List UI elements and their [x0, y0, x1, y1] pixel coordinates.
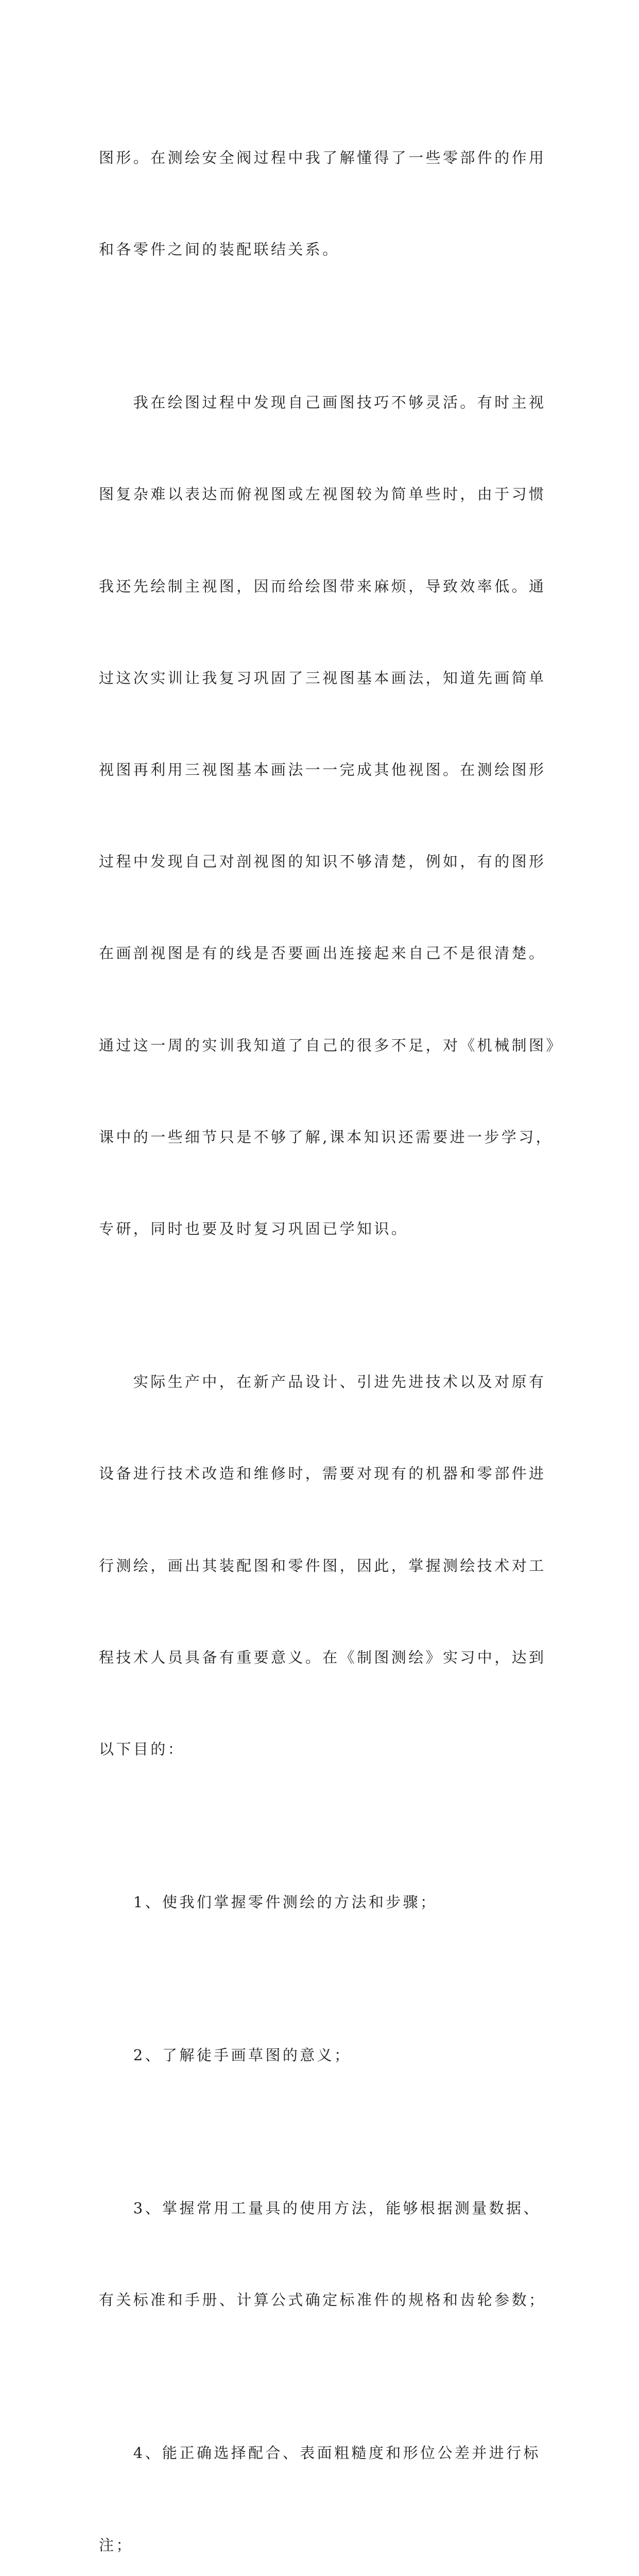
- text-line: 程技术人员具备有重要意义。在《制图测绘》实习中，达到: [99, 1648, 546, 1666]
- paragraph-3: [99, 1306, 547, 1826]
- body-text: [99, 81, 563, 2576]
- text-line: 设备进行技术改造和维修时，需要对现有的机器和零部件进: [99, 1465, 546, 1483]
- paragraph-1: [99, 81, 547, 326]
- text-line: 课中的一些细节只是不够了解,课本知识还需要进一步学习，: [99, 1128, 554, 1146]
- text-line: 有关标准和手册、计算公式确定标准件的规格和齿轮参数；: [99, 2291, 546, 2309]
- text-line: 过这次实训让我复习巩固了三视图基本画法，知道先画简单: [99, 669, 546, 687]
- text-line: 1、使我们掌握零件测绘的方法和步骤；: [99, 1893, 438, 1911]
- text-line: 在画剖视图是有的线是否要画出连接起来自己不是很清楚。: [99, 944, 546, 962]
- text-line: 专研，同时也要及时复习巩固已学知识。: [99, 1220, 409, 1238]
- list-item-1: [99, 1826, 547, 1979]
- text-line: 通过这一周的实训我知道了自己的很多不足，对《机械制图》: [99, 1036, 563, 1054]
- text-line: 图复杂难以表达而俯视图或左视图较为简单些时，由于习惯: [99, 485, 546, 503]
- list-item-3: [99, 2132, 547, 2377]
- text-line: 我还先绘制主视图，因而给绘图带来麻烦，导致效率低。通: [99, 577, 546, 595]
- text-line: 注；: [99, 2536, 133, 2554]
- text-line: 和各零件之间的装配联结关系。: [99, 241, 340, 259]
- list-item-4: [99, 2377, 547, 2576]
- text-line: 4、能正确选择配合、表面粗糙度和形位公差并进行标: [99, 2444, 541, 2462]
- text-line: 我在绘图过程中发现自己画图技巧不够灵活。有时主视: [99, 394, 546, 412]
- text-line: 图形。在测绘安全阀过程中我了解懂得了一些零部件的作用: [99, 148, 546, 166]
- text-line: 过程中发现自己对剖视图的知识不够清楚，例如，有的图形: [99, 853, 546, 871]
- text-line: 视图再利用三视图基本画法一一完成其他视图。在测绘图形: [99, 760, 546, 778]
- paragraph-2: [99, 326, 563, 1306]
- list-item-2: [99, 1979, 547, 2132]
- text-line: 实际生产中，在新产品设计、引进先进技术以及对原有: [99, 1373, 546, 1391]
- text-line: 2、了解徒手画草图的意义；: [99, 2046, 352, 2064]
- text-line: 行测绘，画出其装配图和零件图，因此，掌握测绘技术对工: [99, 1556, 546, 1574]
- text-line: 以下目的：: [99, 1740, 185, 1758]
- text-line: 3、掌握常用工量具的使用方法，能够根据测量数据、: [99, 2199, 541, 2217]
